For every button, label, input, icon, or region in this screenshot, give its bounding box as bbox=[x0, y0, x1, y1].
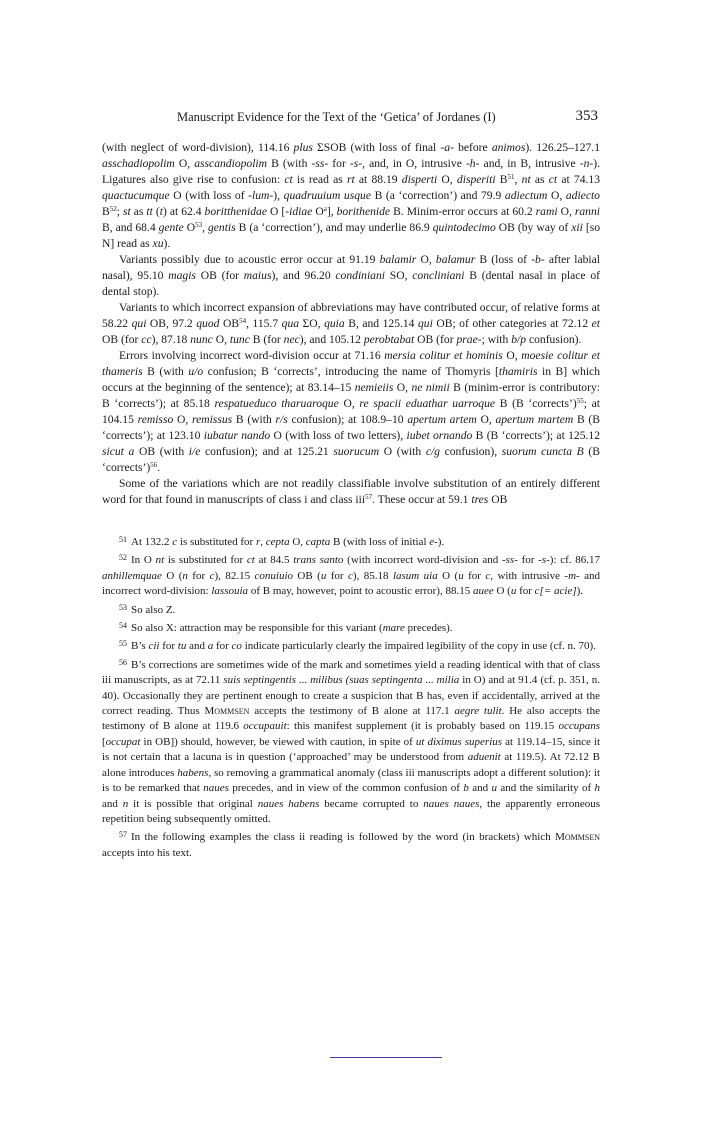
footnote-56: $^{56}$ B’s corrections are sometimes wide of the mark and sometimes yield a reading identical with that of class iii manuscripts, as at 72.11 suis septingentis ... milibus (suas septingenta ... milia in O) and at 91.4 (cf. p. 351, n. 40). Occasionally they are pertinent enough to create a suspicion that B has, even if accidentally, arrived at the correct reading. Thus Mommsen accepts the testimony of B alone at 117.1 aegre tulit. He also accepts the testimony of B alone at 119.6 occupauit: this manifest supplement (it is probably based on 119.15 occupans [occupat in OB]) should, however, be viewed with caution, in spite of ut diximus superius at 119.14–15, since it is not certain that a lacuna is in question (‘approached’ may be understood from aduenit at 119.5). At 72.12 B alone introduces habens, so removing a grammatical anomaly (class iii manuscripts adopt a different solution): it is to be remarked that naues precedes, and in view of the common confusion of b and u and the similarity of h and n it is possible that original naues habens became corrupted to naues naues, the apparently erroneous repetition being subsequently omitted. bbox=[102, 657, 601, 825]
footnote-ref-51[interactable]: 51 bbox=[507, 173, 515, 181]
footnote-ref-52[interactable]: 52 bbox=[109, 205, 117, 213]
paragraph-1: (with neglect of word-division), 114.16 plus ΣSOB (with loss of final -a- before animos). 126.25–127.1 asschadiopolim O, asscandiopolim B (with -ss- for -s-, and, in O, intrusive -h- and, in B, intrusive -n-). Ligatures also give rise to confusion: ct is read as rt at 88.19 disperti O, disperiti $B^{51}$, nt as ct at 74.13 quactucumque O (with loss of -lum-), quadruuium usque B (a ‘correction’) and 79.9 adiectum O, adiecto $B^{52}$; st as tt (t) at 62.4 boritthenidae O [-idiae $O^a$], borithenide B. Minim-error occurs at 60.2 rami O, ranni B, and 68.4 gente $O^{53}$, gentis B (a ‘correction’), and may underlie 86.9 quintodecimo OB (by way of xii [so N] read as xu). bbox=[102, 141, 601, 250]
footnote-51: $^{51}$ At 132.2 c is substituted for r, cepta O, capta B (with loss of initial e-). bbox=[119, 535, 445, 548]
footnote-number: 52 bbox=[119, 553, 127, 563]
main-text bbox=[102, 140, 600, 508]
footnote-ref-55[interactable]: 55 bbox=[576, 397, 584, 405]
footnote-ref-56[interactable]: 56 bbox=[150, 461, 158, 469]
footnote-ref-53[interactable]: 53 bbox=[195, 221, 203, 229]
footnote-number: 53 bbox=[119, 602, 127, 612]
footnote-ref-54[interactable]: 54 bbox=[239, 317, 247, 325]
running-title: Manuscript Evidence for the Text of the ‘Getica’ of Jordanes (I) bbox=[177, 110, 496, 124]
footnote-number: 57 bbox=[119, 830, 127, 840]
footnotes bbox=[102, 532, 600, 861]
footnote-55: $^{55}$ B’s cii for tu and a for co indicate particularly clearly the impaired legibility of the copy in use (cf. n. 70). bbox=[119, 639, 596, 653]
footnote-number: 51 bbox=[119, 535, 127, 544]
bottom-rule bbox=[330, 1057, 442, 1058]
page-number: 353 bbox=[575, 108, 598, 124]
footnote-number: 56 bbox=[119, 657, 127, 667]
footnote-ref-57[interactable]: 57 bbox=[365, 493, 373, 501]
paragraph-5: Some of the variations which are not readily classifiable involve substitution of an entirely different word for that found in manuscripts of class i and class iii$^{57}$. These occur at 59.1 tres OB bbox=[102, 477, 600, 506]
paragraph-4: Errors involving incorrect word-division occur at 71.16 mersia colitur et hominis O, moesie colitur et thameris B (with u/o confusion; B ‘corrects’, introducing the name of Thomyris [thamiris in B] which occurs at the beginning of the sentence); at 83.14–15 nemieiis O, ne nimii B (minim-error is contributory: B ‘corrects’); at 85.18 respatueduco tharuaroque O, re spacii eduathar uarroque B (B ‘corrects’)$^{55}$; at 104.15 remisso O, remissus B (with r/s confusion); at 108.9–10 apertum artem O, apertum martem B (B ‘corrects’); at 123.10 iubatur nando O (with loss of two letters), iubet ornando B (B ‘corrects’); at 125.12 sicut a OB (with i/e confusion); and at 125.21 suorucum O (with c/g confusion), suorum cuncta B (B ‘corrects’)$^{56}$. bbox=[102, 349, 601, 474]
running-header bbox=[102, 108, 600, 130]
footnote-54: $^{54}$ So also X: attraction may be responsible for this variant (mare precedes). bbox=[119, 621, 453, 635]
footnote-52: $^{52}$ In O nt is substituted for ct at 84.5 trans santo (with incorrect word-division and -ss- for -s-): cf. 86.17 anhillemquae O (n for c), 82.15 conuiuio OB (u for c), 85.18 lasum uia O (u for c, with intrusive -m- and incorrect word-division: lassouia of B may, however, point to acoustic error), 88.15 auee O (u for c[= acie]). bbox=[102, 553, 601, 598]
footnote-number: 55 bbox=[119, 639, 127, 649]
footnote-57: $^{57}$ In the following examples the class ii reading is followed by the word (in brackets) which Mommsen accepts into his text. bbox=[102, 830, 600, 859]
page bbox=[102, 108, 600, 861]
footnote-53: $^{53}$ So also Z. bbox=[119, 602, 176, 616]
paragraph-3: Variants to which incorrect expansion of abbreviations may have contributed occur, of relative forms at 58.22 qui OB, 97.2 quod OB$^{54}$, 115.7 qua ΣO, quia B, and 125.14 qui OB; of other categories at 72.12 et OB (for cc), 87.18 nunc O, tunc B (for nec), and 105.12 perobtabat OB (for prae-; with b/p confusion). bbox=[102, 301, 601, 346]
footnote-number: 54 bbox=[119, 621, 127, 631]
paragraph-2: Variants possibly due to acoustic error occur at 91.19 balamir O, balamur B (loss of -b- after labial nasal), 95.10 magis OB (for maius), and 96.20 condiniani SO, concliniani B (dental nasal in place of dental stop). bbox=[102, 253, 601, 298]
